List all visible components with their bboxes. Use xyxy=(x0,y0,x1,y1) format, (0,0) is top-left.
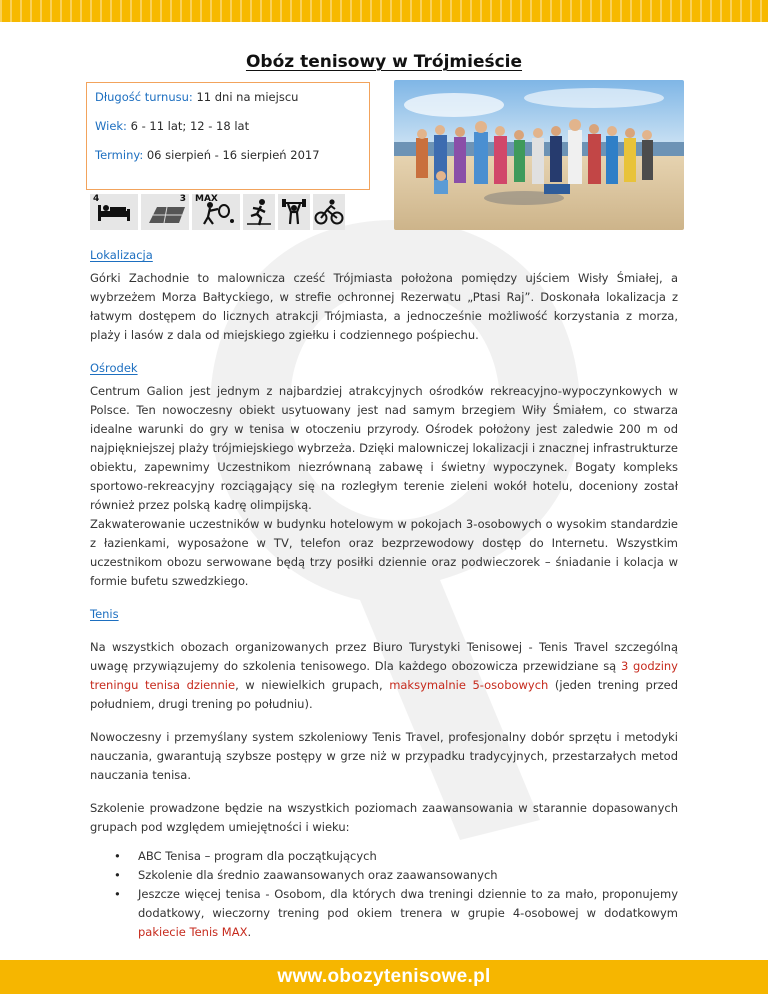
tennis-heading: Tenis xyxy=(90,607,119,621)
cycling-icon xyxy=(313,194,345,230)
top-decorative-stripe xyxy=(0,0,768,22)
tennis-max-icon: MAX xyxy=(192,194,240,230)
bed-icon: 4 xyxy=(90,194,138,230)
footer-website-link[interactable]: www.obozytenisowe.pl xyxy=(277,966,491,987)
training-levels-list xyxy=(114,847,678,942)
location-text: Górki Zachodnie to malownicza cześć Trójmiasta położona pomiędzy ujściem Wisły Śmiałej, a wybrzeżem Morza Bałtyckiego, w strefie ochronnej Rezerwatu „Ptasi Raj”. Doskonała lokalizacja z łatwym dostępem do licznych atrakcji Trójmiasta, a jednocześnie możliwość korzystania z morza, plaży i lasów z dala od miejskiego zgiełku i codziennego pośpiechu. xyxy=(90,271,678,342)
highlight-training-hours: 3 godziny treningu tenisa dziennie xyxy=(90,659,678,692)
dates-row: Terminy: 06 sierpień - 16 sierpień 2017 xyxy=(95,147,320,162)
weightlifting-icon xyxy=(278,194,310,230)
duration-row: Długość turnusu: 11 dni na miejscu xyxy=(95,90,299,104)
center-heading: Ośrodek xyxy=(90,361,138,375)
amenities-icon-bar xyxy=(90,194,345,230)
tennis-paragraph-1: Na wszystkich obozach organizowanych przez Biuro Turystyki Tenisowej - Tenis Travel szczególną uwagę przywiązujemy do szkolenia tenisowego. Dla każdego obozowicza przewidziane są 3 godziny treningu tenisa dziennie, w niewielkich grupach, maksymalnie 5-osobowych (jeden trening przed południem, drugi trening po południu). xyxy=(90,640,678,711)
highlight-tenis-max: pakiecie Tenis MAX xyxy=(138,925,248,939)
tennis-paragraph-2: Nowoczesny i przemyślany system szkoleniowy Tenis Travel, profesjonalny dobór sprzętu i metodyki nauczania, gwarantują szybsze postępy w grze niż w przypadku tradycyjnych, przestarzałych metod nauczania tenisa. xyxy=(90,730,678,782)
location-heading: Lokalizacja xyxy=(90,248,153,262)
main-content xyxy=(90,246,678,942)
list-item: • ABC Tenisa – program dla początkujących xyxy=(114,847,678,866)
list-item: • Jeszcze więcej tenisa - Osobom, dla których dwa treningi dziennie to za mało, proponujemy dodatkowy, wieczorny trening pod okiem trenera w grupie 4-osobowej w dodatkowym pakiecie Tenis MAX. xyxy=(114,885,678,942)
age-row: Wiek: 6 - 11 lat; 12 - 18 lat xyxy=(95,118,250,133)
highlight-group-size: maksymalnie 5-osobowych xyxy=(389,678,549,692)
court-icon: 3 xyxy=(141,194,189,230)
page-title: Obóz tenisowy w Trójmieście xyxy=(245,52,523,72)
center-text-1: Centrum Galion jest jednym z najbardziej atrakcyjnych ośrodków rekreacyjno-wypoczynkowych w Polsce. Ten nowoczesny obiekt usytuowany jest nad samym brzegiem Wiły Śmiałem, co stwarza idealne warunki do gry w tenisa w otoczeniu przyrody. Ośrodek położony jest zaledwie 200 m od najpiękniejszej plaży trójmiejskiego wybrzeża. Dzięki malowniczej lokalizacji i znacznej infrastrukturze obiektu, zapewnimy Uczestnikom niezrównaną zabawę i świetny wypoczynek. Bogaty kompleks sportowo-rekreacyjny rozciągający się na rozległym terenie zieleni wokół hotelu, doceniony został również przez polską kadrę olimpijską. xyxy=(90,384,678,512)
running-icon xyxy=(243,194,275,230)
footer-bar xyxy=(0,960,768,994)
center-text-2: Zakwaterowanie uczestników w budynku hotelowym w pokojach 3-osobowych o wysokim standardzie z łazienkami, wyposażone w TV, telefon oraz bezprzewodowy dostęp do Internetu. Wszystkim uczestnikom obozu serwowane będą trzy posiłki dziennie oraz podwieczorek – śniadanie i kolacja w formie bufetu szwedzkiego. xyxy=(90,517,678,588)
tennis-paragraph-3: Szkolenie prowadzone będzie na wszystkich poziomach zaawansowania w starannie dopasowanych grupach pod względem umiejętności i wieku: xyxy=(90,801,678,834)
camp-info-box xyxy=(86,82,370,190)
group-beach-photo xyxy=(394,80,684,230)
list-item: • Szkolenie dla średnio zaawansowanych oraz zaawansowanych xyxy=(114,866,678,885)
